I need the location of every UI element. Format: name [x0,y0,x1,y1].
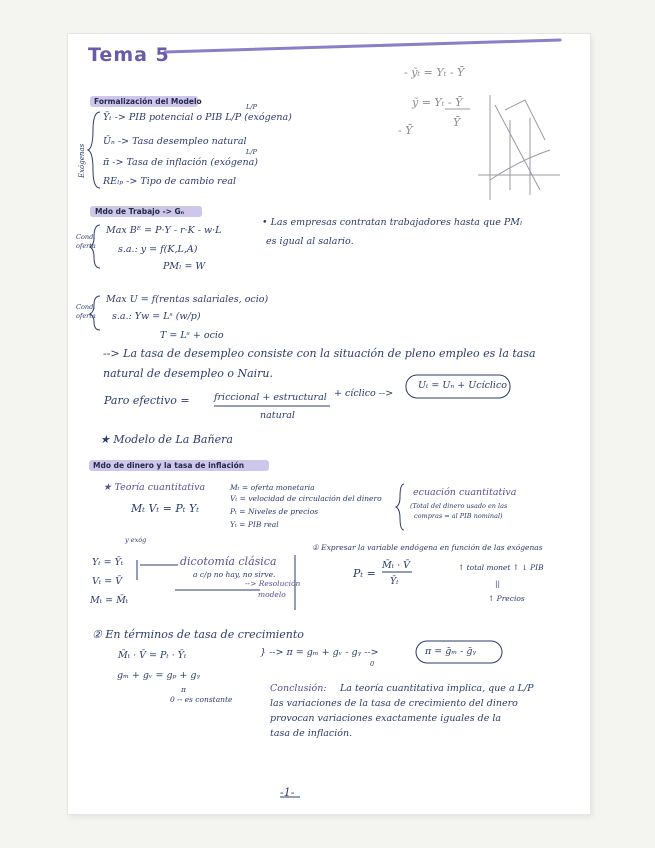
eq-m: Mₜ = M̄ₜ [90,595,129,606]
arrows-line-2: ↑ Precios [488,594,525,603]
exog-item-4: REₗₚ -> Tipo de cambio real [103,176,237,187]
note-empresas-1: • Las empresas contratan trabajadores hasta que PMₗ [262,217,523,228]
pi-eq: } --> π = gₘ + gᵥ - gᵧ --> [260,647,379,658]
top-right-eq-2: ỹ = Yₜ - Ȳ [412,96,463,109]
zero-note: 0 -- es constante [170,695,233,704]
arrows-line-1: ↑ total monet ↑ ↓ PIB [458,563,544,572]
conclusion-line-4: tasa de inflación. [270,728,353,739]
dicotomia-clasica: dicotomía clásica [180,555,277,568]
pi-symbol: π [181,685,186,694]
top-right-eq-2-den: Ȳ [453,116,461,129]
max-beneficio: Max Bᴱ = P·Y - r·K - w·L [106,225,222,236]
title-underline [165,40,560,52]
cond-label-1: Cond. [76,233,96,241]
brace-exogenas [88,112,100,188]
paro-label: Paro efectivo = [104,394,190,407]
teoria-cuantitativa: ★ Teoría cuantitativa [103,482,206,493]
nairu-line-2: natural de desempleo o Nairu. [103,367,274,380]
cond-label-3: Cond. [76,303,96,311]
p-eq-left: Pₜ = [353,567,376,580]
y-exog-note: y exóg [125,536,147,544]
paro-terms: friccional + estructural [214,392,327,403]
paro-box-text: Uₜ = Uₙ + Ucíclico [418,380,508,391]
ecuacion-note-1: (Total del dinero usado en las [410,502,508,510]
eq-y: Yₜ = Ȳₜ [92,557,124,568]
def-v: Vₜ = velocidad de circulación del dinero [230,494,382,503]
expresar-note: ① Expresar la variable endógena en función de las exógenas [312,543,543,552]
conclusion-line-2: las variaciones de la tasa de crecimiento del dinero [270,698,518,709]
max-utilidad: Max U = f(rentas salariales, ocio) [106,294,269,305]
ecuacion-note-2: compras = al PIB nominal) [414,512,503,520]
p-eq-den: Ȳₜ [390,576,399,587]
conclusion-label: Conclusión: [270,683,327,694]
page-title: Tema 5 [88,44,170,66]
mdo-trabajo-heading: Mdo de Trabajo -> Gₙ [95,207,185,216]
ecuacion-main: Mₜ Vₜ = Pₜ Yₜ [131,502,199,515]
modelo-label: modelo [258,590,286,599]
ecuacion-cuantitativa: ecuación cuantitativa [413,487,517,498]
note-empresas-2: es igual al salario. [266,236,354,247]
tiempo-eq: T = Lˢ + ocio [160,330,224,341]
top-right-eq-3: - Ȳ [398,124,413,137]
modelo-banera: ★ Modelo de La Bañera [100,433,233,446]
conclusion-line-3: provocan variaciones exactamente iguales de la [270,713,502,724]
mdo-dinero-heading: Mdo de dinero y la tasa de inflación [93,461,245,470]
brace-ecuacion [396,484,404,530]
def-y: Yₜ = PIB real [230,520,279,529]
top-right-sketch [445,95,560,200]
crec-eq-2: gₘ + gᵥ = gₚ + gᵧ [117,670,201,681]
cond-label-4: oferta [76,312,96,320]
restriccion-1: s.a.: y = f(K,L,A) [118,244,198,255]
paro-natural: natural [260,410,295,421]
restriccion-2: s.a.: Yw = Lˢ (w/p) [112,311,201,322]
zero-small: 0 [370,660,375,668]
conclusion-line-1: La teoría cuantitativa implica, que a L/P [340,683,534,694]
exog-item-3: π̄ -> Tasa de inflación (exógena) [103,157,258,168]
cond-label-2: oferta [76,242,96,250]
resolucion: --> Resolución [245,579,301,588]
arrows-eq: || [495,579,501,588]
pi-box-text: π = ḡₘ - ḡᵧ [425,646,477,657]
dicotomia-note: a c/p no hay, no sirve. [193,570,276,579]
eq-v: Vₜ = V̄ [92,576,123,587]
pml-eq: PMₗ = W [163,261,206,272]
lp-mark-1: L/P [246,103,257,111]
def-m: Mₜ = oferta monetaria [230,483,315,492]
nairu-line-1: --> La tasa de desempleo consiste con la situación de pleno empleo es la tasa [103,347,536,360]
exog-item-2: Ūₙ -> Tasa desempleo natural [103,136,247,147]
crec-eq-1: M̄ₜ · V̄ = Pₜ · Ȳₜ [118,650,187,661]
crecimiento-heading: ② En términos de tasa de crecimiento [92,628,304,641]
dicotomia-arrow [137,560,178,580]
page-number: -1- [280,786,295,799]
formalizacion-heading: Formalización del Modelo [94,97,202,106]
p-eq-num: M̄ₜ · V̄ [382,560,410,571]
top-right-eq-1: - ỹₜ = Yₜ - Ȳ [404,66,465,79]
lp-mark-2: L/P [246,148,257,156]
def-p: Pₜ = Niveles de precios [230,507,319,516]
exog-item-1: Ȳₜ -> PIB potencial o PIB L/P (exógena) [103,112,292,123]
paro-plus: + cíclico --> [334,388,394,399]
exogenas-label: Exógenas [78,143,86,178]
